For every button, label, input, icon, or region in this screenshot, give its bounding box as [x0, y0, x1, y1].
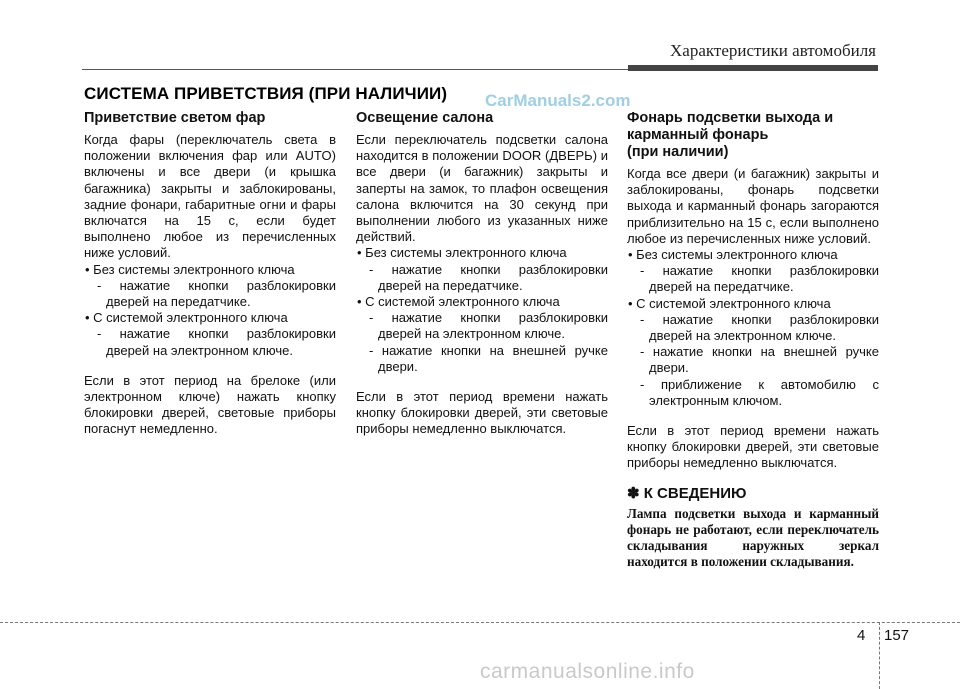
column-welcome-lights — [84, 110, 336, 438]
welcome-lights-lock-note: Если в этот период на брелоке (или электронном ключе) нажать кнопку блокировки дверей, световые приборы погаснут немедленно. — [84, 372, 336, 437]
header-rule-bold — [628, 65, 878, 71]
interior-light-intro: Если переключатель подсветки салона находится в положении DOOR (ДВЕРЬ) и все двери (и багажник) закрыты и заперты на замок, то плафон освещения салона включится на 30 секунд при выполнении любого из указанных ниже действий. — [356, 132, 608, 245]
dash-smart-key-unlock: - нажатие кнопки разблокировки дверей на электронном ключе. — [640, 311, 879, 344]
puddle-lamp-heading-line1: Фонарь подсветки выхода и — [627, 110, 834, 126]
bullet-no-smart-key: • Без системы электронного ключа — [357, 245, 567, 261]
chapter-header-title: Характеристики автомобиля — [670, 41, 876, 60]
dash-transmitter-unlock: - нажатие кнопки разблокировки дверей на передатчике. — [369, 261, 608, 293]
dash-door-handle-button: - нажатие кнопки на внешней ручке двери. — [640, 344, 879, 376]
puddle-lamp-heading-line3: (при наличии) — [627, 144, 729, 160]
dash-door-handle-button: - нажатие кнопки на внешней ручке двери. — [369, 342, 608, 374]
bullet-no-smart-key: • Без системы электронного ключа — [628, 247, 838, 263]
bullet-smart-key: • С системой электронного ключа — [628, 295, 831, 311]
column-interior-light — [356, 110, 608, 438]
interior-light-heading: Освещение салона — [356, 110, 494, 126]
header-rule — [82, 69, 628, 70]
welcome-lights-heading: Приветствие светом фар — [84, 110, 266, 126]
dash-smart-key-unlock: - нажатие кнопки разблокировки дверей на электронном ключе. — [369, 310, 608, 342]
page-number: 157 — [884, 627, 910, 644]
information-note-body: Лампа подсветки выхода и карманный фонарь не работают, если переключатель складывания наружных зеркал находится в положении складывания. — [627, 505, 879, 569]
bullet-no-smart-key: • Без системы электронного ключа — [85, 261, 295, 277]
column-puddle-lamp — [627, 110, 879, 570]
footer-dashed-divider — [879, 622, 880, 689]
puddle-lamp-heading — [627, 110, 879, 161]
watermark-site-bottom[interactable]: carmanualsonline.info — [480, 660, 695, 683]
puddle-lamp-heading-line2: карманный фонарь — [627, 127, 769, 143]
information-note-title: ✽ К СВЕДЕНИЮ — [627, 484, 747, 502]
dash-smart-key-unlock: - нажатие кнопки разблокировки дверей на электронном ключе. — [97, 326, 336, 358]
bullet-smart-key: • С системой электронного ключа — [85, 310, 288, 326]
dash-transmitter-unlock: - нажатие кнопки разблокировки дверей на передатчике. — [97, 277, 336, 310]
watermark-logo-top[interactable]: CarManuals2.com — [485, 91, 631, 110]
bullet-smart-key: • С системой электронного ключа — [357, 294, 560, 310]
welcome-lights-intro: Когда фары (переключатель света в положении включения фар или AUTO) включены и все двери (и крышка багажника) закрыты и заблокированы, задние фонари, габаритные огни и фары включатся на 15 с, если будет выполнено любое из перечисленных ниже условий. — [84, 132, 336, 261]
interior-light-lock-note: Если в этот период времени нажать кнопку блокировки дверей, эти световые приборы немедленно выключатся. — [356, 389, 608, 437]
puddle-lamp-lock-note: Если в этот период времени нажать кнопку блокировки дверей, эти световые приборы немедленно выключатся. — [627, 423, 879, 471]
puddle-lamp-intro: Когда все двери (и багажник) закрыты и заблокированы, фонарь подсветки выхода и карманный фонарь загораются приблизительно на 15 с, если выполнено любое из перечисленных ниже условий. — [627, 166, 879, 246]
section-title: СИСТЕМА ПРИВЕТСТВИЯ (ПРИ НАЛИЧИИ) — [84, 84, 448, 103]
dash-approach-vehicle: - приближение к автомобилю с электронным ключом. — [640, 376, 879, 408]
dash-transmitter-unlock: - нажатие кнопки разблокировки дверей на передатчике. — [640, 263, 879, 295]
chapter-number: 4 — [857, 627, 866, 644]
footer-dashed-rule — [0, 622, 960, 623]
